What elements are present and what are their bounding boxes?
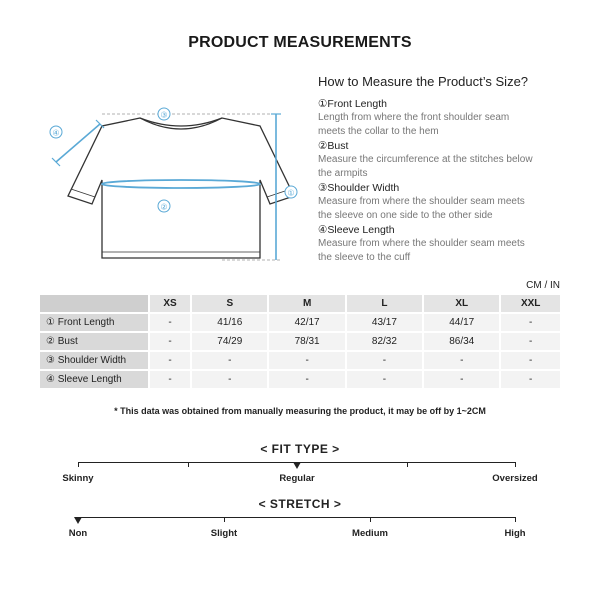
howto-item-sleeve-length: ④Sleeve Length Measure from where the shoulder seam meets the sleeve to the cuff bbox=[318, 224, 525, 263]
table-corner bbox=[40, 295, 148, 312]
table-cell: - bbox=[192, 371, 267, 388]
fit-tick bbox=[78, 462, 79, 467]
row-label: ② Bust bbox=[40, 333, 148, 350]
svg-text:①: ① bbox=[287, 188, 295, 198]
table-cell: 74/29 bbox=[192, 333, 267, 350]
stretch-scale-line bbox=[78, 517, 516, 518]
stretch-label-high: High bbox=[504, 528, 526, 539]
table-cell: - bbox=[150, 371, 190, 388]
table-cell: 41/16 bbox=[192, 314, 267, 331]
header-s: S bbox=[192, 295, 267, 312]
row-label: ① Front Length bbox=[40, 314, 148, 331]
table-cell: - bbox=[269, 352, 344, 369]
table-cell: - bbox=[269, 371, 344, 388]
fit-label-oversized: Oversized bbox=[492, 473, 538, 484]
howto-item-shoulder-width: ③Shoulder Width Measure from where the shoulder seam meets the sleeve on one side to the other side bbox=[318, 182, 525, 221]
table-cell: - bbox=[150, 333, 190, 350]
row-label: ④ Sleeve Length bbox=[40, 371, 148, 388]
table-cell: - bbox=[424, 352, 499, 369]
fit-label-regular: Regular bbox=[279, 473, 315, 484]
table-cell: - bbox=[424, 371, 499, 388]
table-cell: - bbox=[347, 352, 422, 369]
table-row bbox=[40, 314, 560, 331]
fit-tick bbox=[515, 462, 516, 467]
table-cell: 42/17 bbox=[269, 314, 344, 331]
fit-tick bbox=[188, 462, 189, 467]
header-l: L bbox=[347, 295, 422, 312]
header-m: M bbox=[269, 295, 344, 312]
fit-tick bbox=[407, 462, 408, 467]
row-label: ③ Shoulder Width bbox=[40, 352, 148, 369]
how-to-measure bbox=[318, 74, 578, 265]
header-xl: XL bbox=[424, 295, 499, 312]
table-cell: - bbox=[501, 352, 560, 369]
stretch-tick bbox=[370, 517, 371, 522]
tshirt-diagram bbox=[40, 100, 310, 270]
howto-item-front-length: ①Front Length Length from where the front shoulder seam meets the collar to the hem bbox=[318, 98, 510, 137]
header-xs: XS bbox=[150, 295, 190, 312]
svg-text:④: ④ bbox=[52, 128, 60, 138]
stretch-tick bbox=[224, 517, 225, 522]
fit-type-title: < FIT TYPE > bbox=[260, 442, 340, 456]
unit-label: CM / IN bbox=[526, 280, 560, 291]
size-table bbox=[38, 293, 562, 390]
stretch-label-slight: Slight bbox=[210, 528, 238, 539]
table-cell: 44/17 bbox=[424, 314, 499, 331]
fit-selected-marker-icon bbox=[293, 462, 301, 469]
stretch-tick bbox=[515, 517, 516, 522]
table-cell: - bbox=[192, 352, 267, 369]
table-row bbox=[40, 371, 560, 388]
svg-text:②: ② bbox=[160, 202, 168, 212]
table-cell: - bbox=[501, 371, 560, 388]
table-cell: 86/34 bbox=[424, 333, 499, 350]
page-title: PRODUCT MEASUREMENTS bbox=[188, 34, 412, 51]
stretch-label-medium: Medium bbox=[352, 528, 388, 539]
stretch-selected-marker-icon bbox=[74, 517, 82, 524]
how-to-title: How to Measure the Product’s Size? bbox=[318, 74, 529, 89]
table-cell: 82/32 bbox=[347, 333, 422, 350]
table-cell: - bbox=[150, 314, 190, 331]
table-cell: - bbox=[501, 333, 560, 350]
measurement-note: * This data was obtained from manually measuring the product, it may be off by 1~2CM bbox=[114, 406, 486, 416]
table-cell: 78/31 bbox=[269, 333, 344, 350]
table-row bbox=[40, 352, 560, 369]
stretch-label-non: Non bbox=[68, 528, 88, 539]
table-row bbox=[40, 333, 560, 350]
table-cell: - bbox=[347, 371, 422, 388]
table-header-row bbox=[40, 295, 560, 312]
svg-text:③: ③ bbox=[160, 110, 168, 120]
table-cell: - bbox=[150, 352, 190, 369]
stretch-title: < STRETCH > bbox=[258, 497, 342, 511]
table-cell: 43/17 bbox=[347, 314, 422, 331]
howto-item-bust: ②Bust Measure the circumference at the stitches below the armpits bbox=[318, 140, 533, 179]
table-cell: - bbox=[501, 314, 560, 331]
header-xxl: XXL bbox=[501, 295, 560, 312]
fit-label-skinny: Skinny bbox=[62, 473, 94, 484]
